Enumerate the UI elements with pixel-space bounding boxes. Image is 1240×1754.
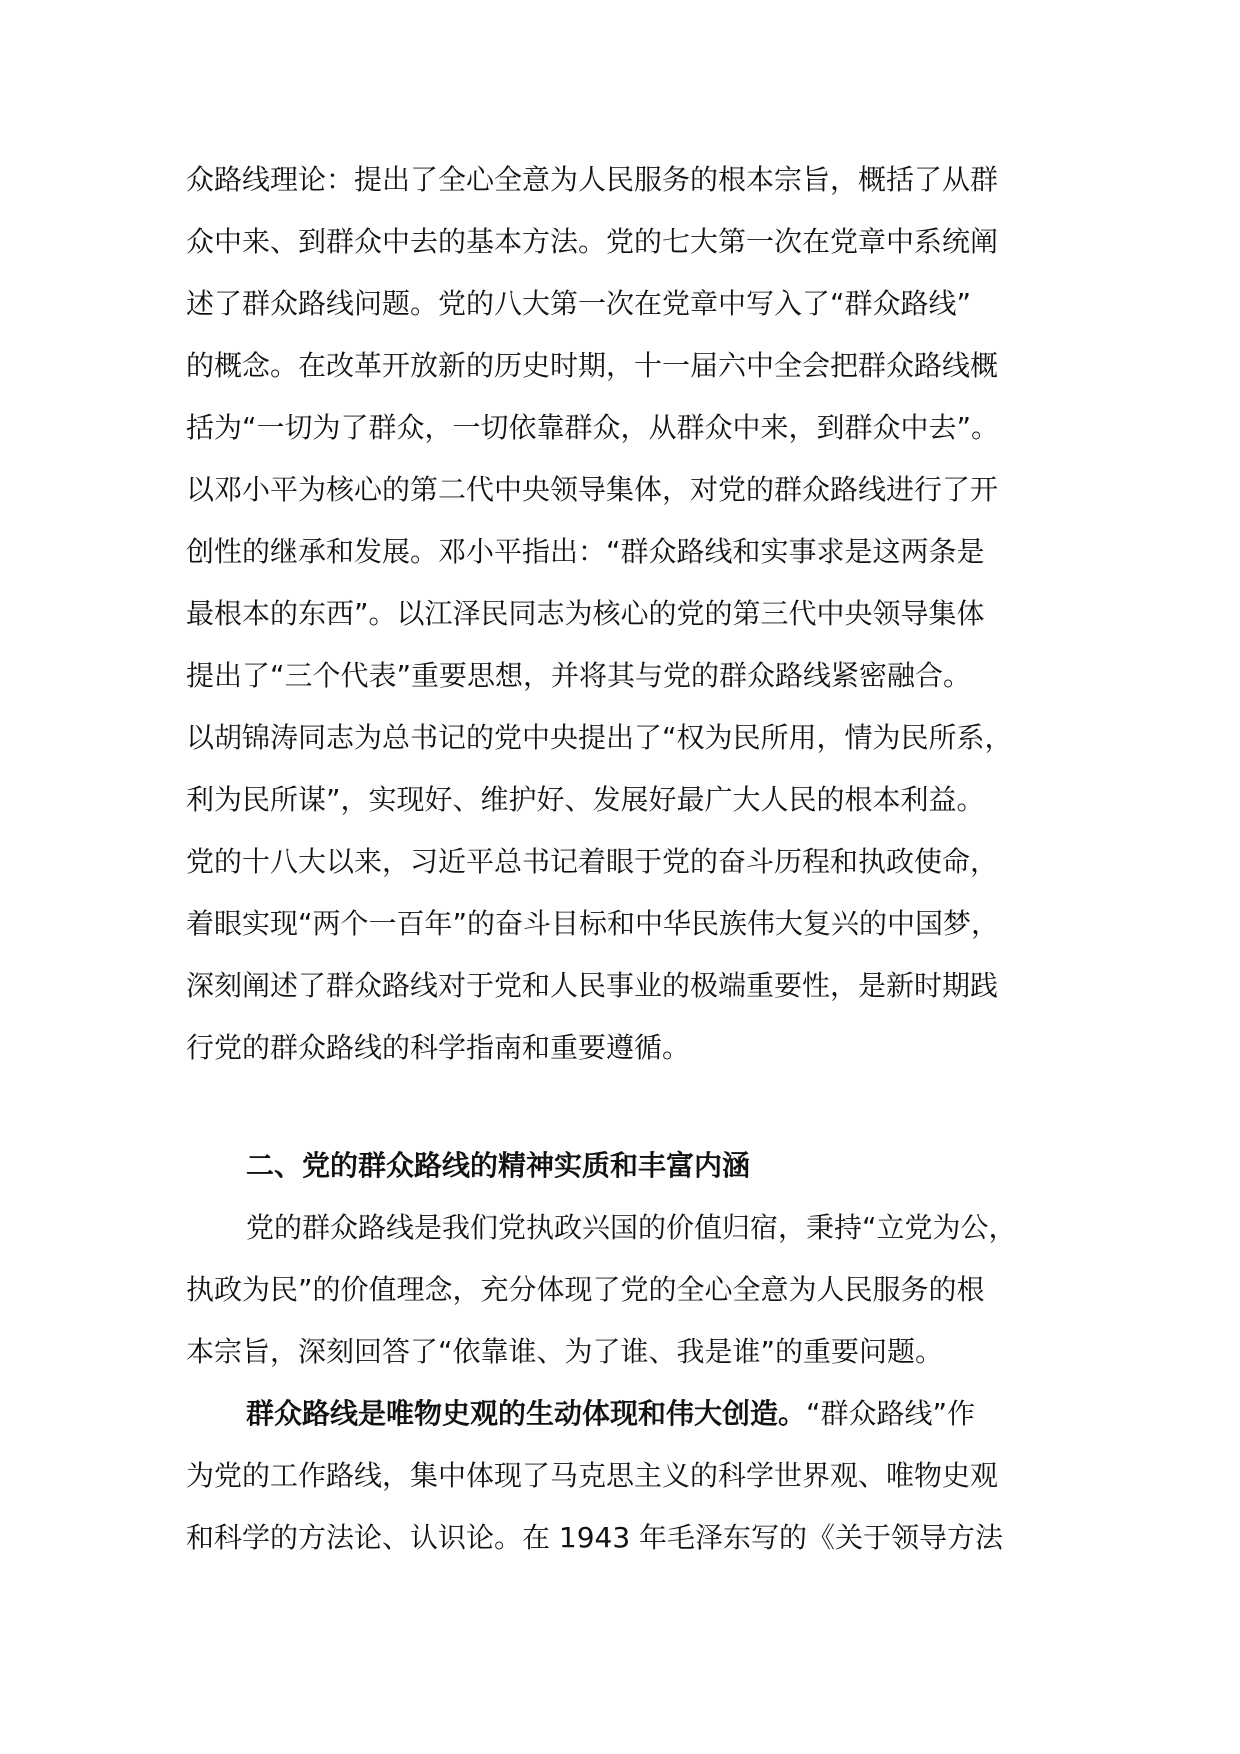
paragraph-line: 最根本的东西”。以江泽民同志为核心的党的第三代中央领导集体 — [186, 597, 985, 630]
paragraph-line: 的概念。在改革开放新的历史时期，十一届六中全会把群众路线概 — [186, 349, 999, 382]
paragraph-line: 述了群众路线问题。党的八大第一次在党章中写入了“群众路线” — [186, 287, 972, 320]
paragraph-line: 行党的群众路线的科学指南和重要遵循。 — [186, 1031, 691, 1064]
paragraph-line: 以邓小平为核心的第二代中央领导集体，对党的群众路线进行了开 — [186, 473, 999, 506]
paragraph-line: 提出了“三个代表”重要思想，并将其与党的群众路线紧密融合。 — [186, 659, 972, 692]
first-line-rest: “群众路线”作 — [806, 1397, 976, 1430]
paragraph-line: 党的群众路线是我们党执政兴国的价值归宿，秉持“立党为公， — [246, 1211, 1017, 1244]
paragraph-line: 执政为民”的价值理念，充分体现了党的全心全意为人民服务的根 — [186, 1273, 985, 1306]
paragraph-line: 深刻阐述了群众路线对于党和人民事业的极端重要性，是新时期践 — [186, 969, 999, 1002]
section-heading: 二、党的群众路线的精神实质和丰富内涵 — [246, 1149, 751, 1182]
paragraph-line: 党的十八大以来，习近平总书记着眼于党的奋斗历程和执政使命， — [186, 845, 999, 878]
paragraph-line: 括为“一切为了群众，一切依靠群众，从群众中来，到群众中去”。 — [186, 411, 1000, 444]
paragraph-line: 创性的继承和发展。邓小平指出：“群众路线和实事求是这两条是 — [186, 535, 985, 568]
paragraph-line: 和科学的方法论、认识论。在 1943 年毛泽东写的《关于领导方法 — [186, 1521, 1004, 1554]
paragraph-first-line — [246, 1394, 975, 1434]
paragraph-line: 本宗旨，深刻回答了“依靠谁、为了谁、我是谁”的重要问题。 — [186, 1335, 944, 1368]
paragraph-line: 为党的工作路线，集中体现了马克思主义的科学世界观、唯物史观 — [186, 1459, 999, 1492]
paragraph-line: 众路线理论：提出了全心全意为人民服务的根本宗旨，概括了从群 — [186, 163, 999, 196]
paragraph-line: 利为民所谋”，实现好、维护好、发展好最广大人民的根本利益。 — [186, 783, 985, 816]
bold-lead-sentence: 群众路线是唯物史观的生动体现和伟大创造。 — [246, 1397, 807, 1430]
paragraph-line: 以胡锦涛同志为总书记的党中央提出了“权为民所用，情为民所系， — [186, 721, 1013, 754]
paragraph-line: 众中来、到群众中去的基本方法。党的七大第一次在党章中系统阐 — [186, 225, 999, 258]
paragraph-line: 着眼实现“两个一百年”的奋斗目标和中华民族伟大复兴的中国梦， — [186, 907, 1000, 940]
